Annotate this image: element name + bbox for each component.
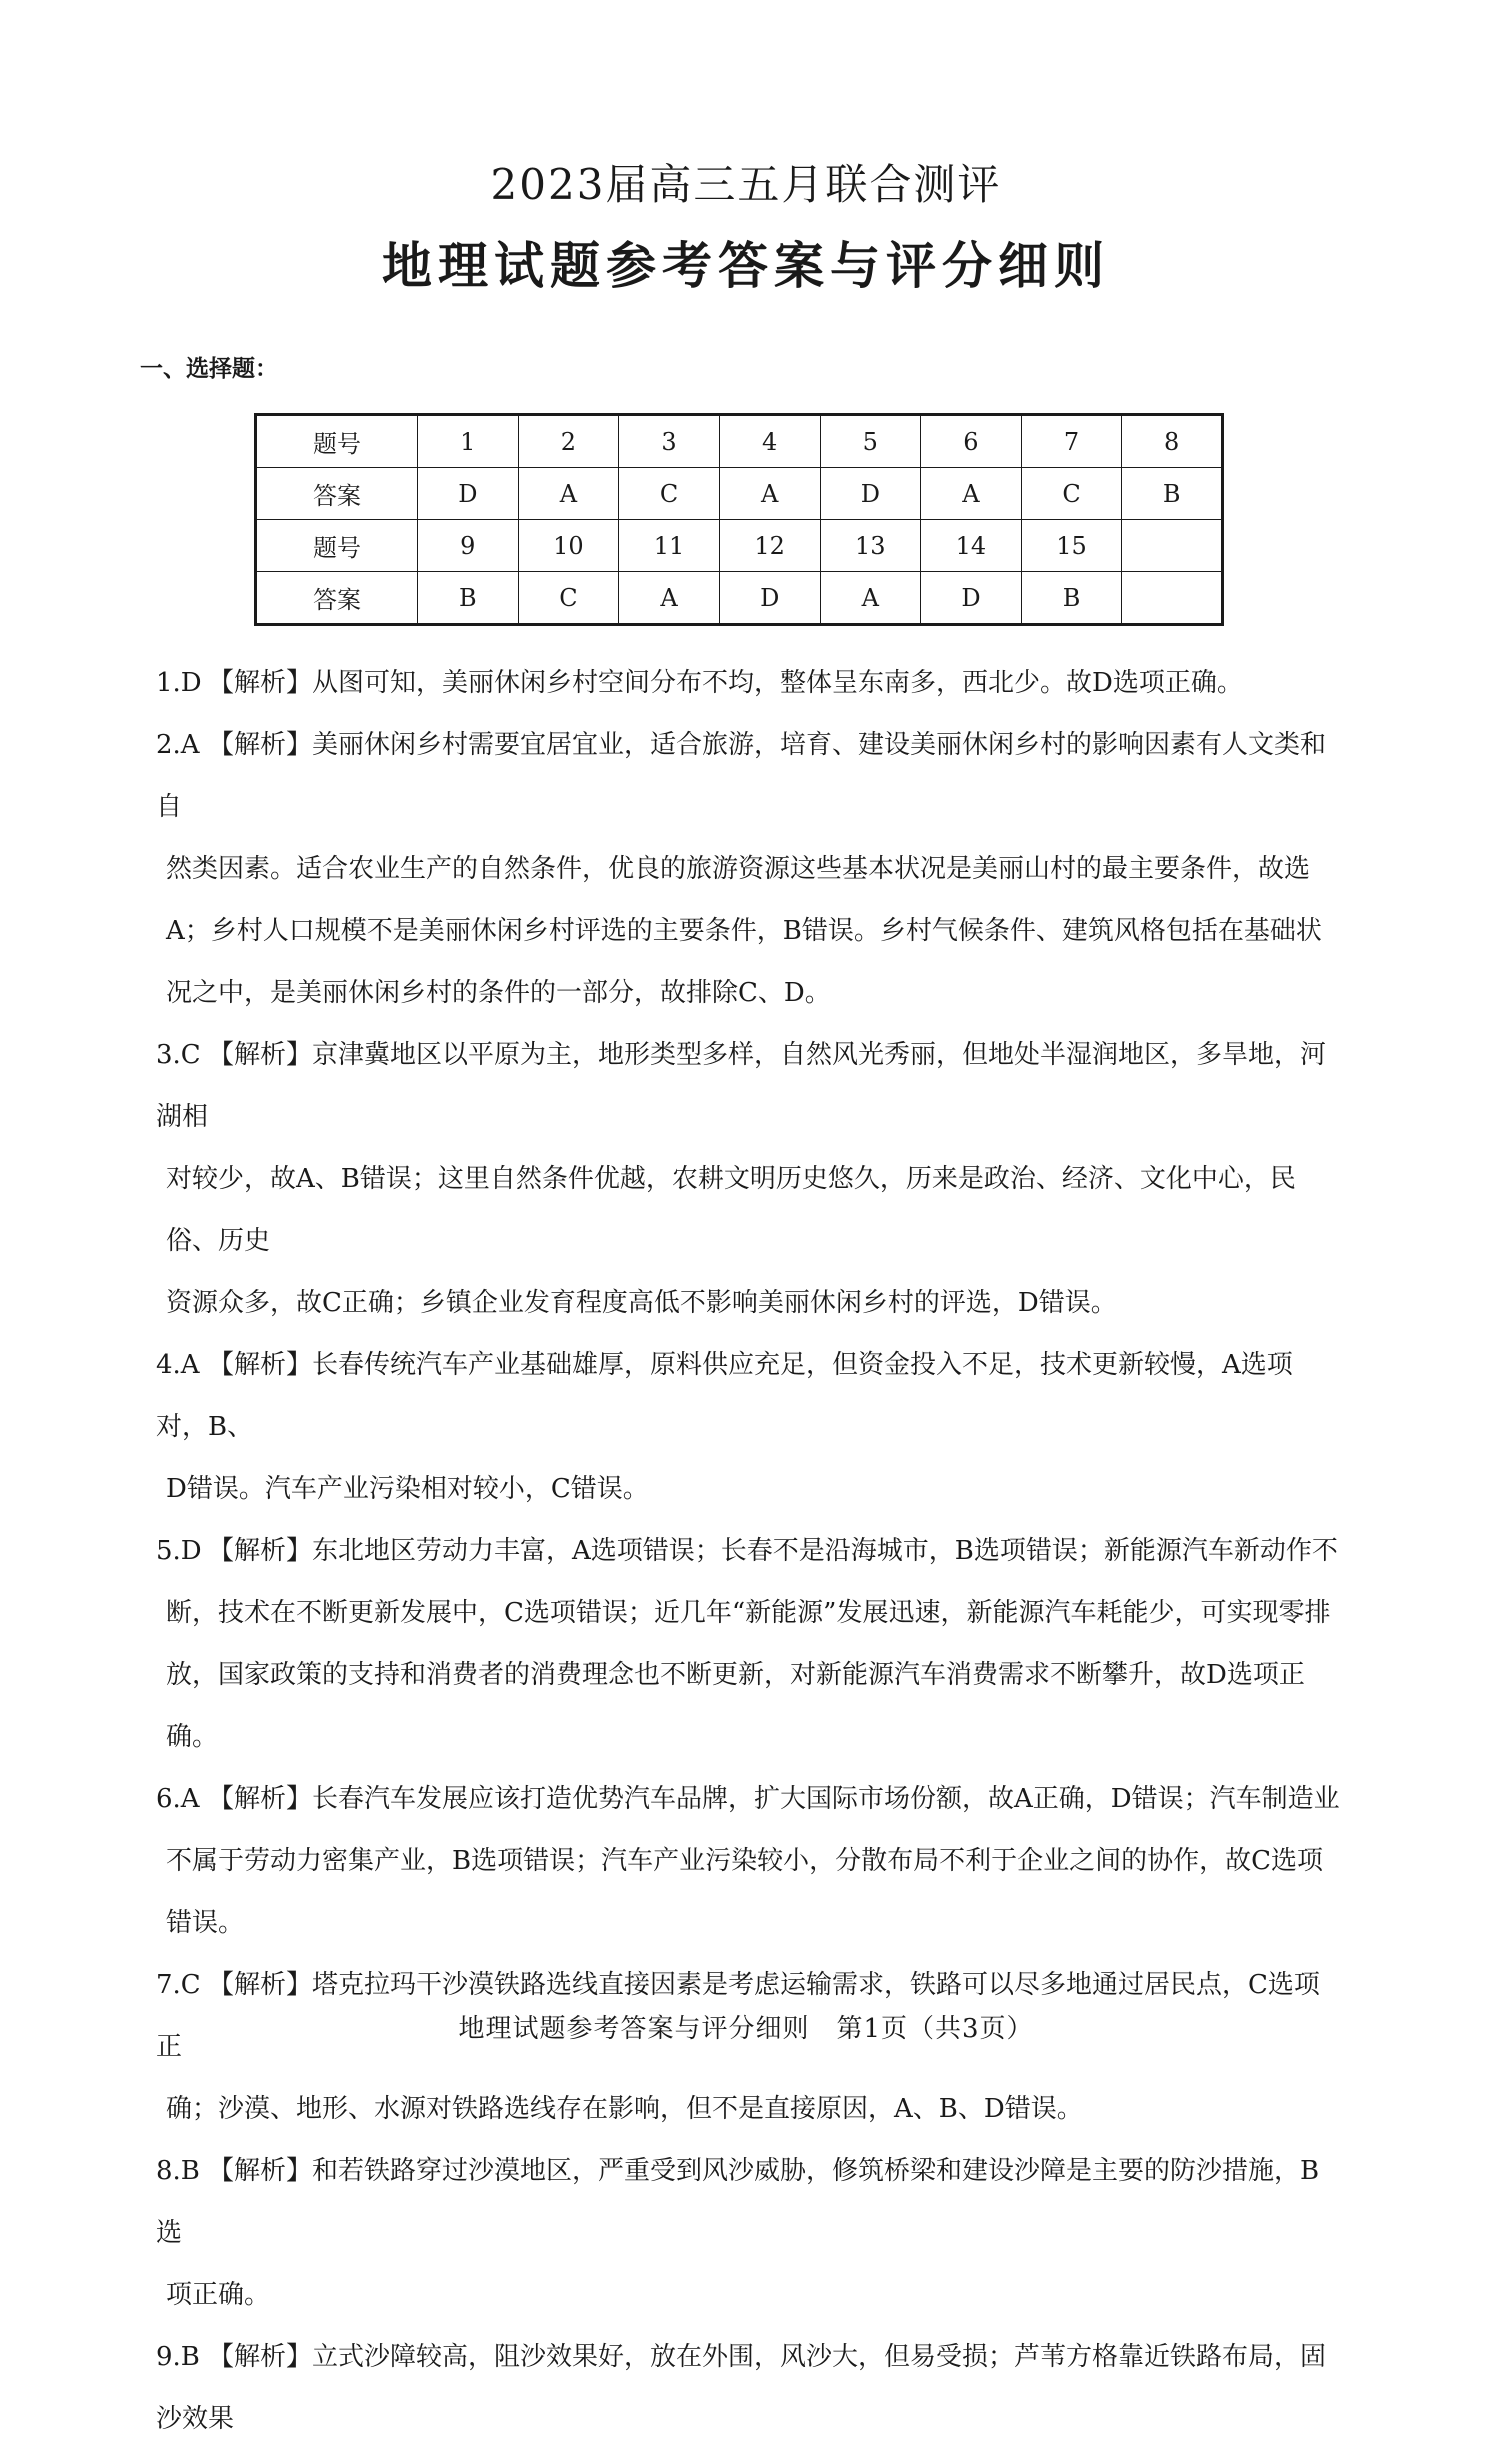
question-number: 8.B (156, 2156, 200, 2186)
table-cell: 15 (1021, 520, 1122, 572)
explanation-item (156, 1954, 1340, 2140)
explanation-text: 和若铁路穿过沙漠地区，严重受到风沙威胁，修筑桥梁和建设沙障是主要的防沙措施，B选 (156, 2156, 1320, 2248)
table-cell: 14 (921, 520, 1022, 572)
explanation-text: D错误。汽车产业污染相对较小，C错误。 (166, 1474, 649, 1504)
explanation-text: 立式沙障较高，阻沙效果好，放在外围，风沙大，但易受损；芦苇方格靠近铁路布局，固沙效果 (156, 2342, 1327, 2434)
question-number: 2.A (156, 730, 200, 760)
explanation-item (156, 1520, 1340, 1768)
table-row (256, 572, 1223, 625)
explanation-text: 确；沙漠、地形、水源对铁路选线存在影响，但不是直接原因，A、B、D错误。 (166, 2094, 1083, 2124)
explanation-text: 对较少，故A、B错误；这里自然条件优越，农耕文明历史悠久，历来是政治、经济、文化中心，民俗、历史 (166, 1164, 1296, 1256)
analysis-tag: 【解析】 (208, 1784, 313, 1814)
table-cell: B (1021, 572, 1122, 625)
analysis-tag: 【解析】 (208, 2342, 313, 2372)
table-cell: B (1122, 468, 1223, 520)
table-cell: C (518, 572, 619, 625)
table-cell: B (418, 572, 519, 625)
explanation-text: 长春传统汽车产业基础雄厚，原料供应充足，但资金投入不足，技术更新较慢，A选项对，B、 (156, 1350, 1293, 1442)
explanation-text: 然类因素。适合农业生产的自然条件，优良的旅游资源这些基本状况是美丽山村的最主要条件，故选 (166, 854, 1311, 884)
explanation-text: 放，国家政策的支持和消费者的消费理念也不断更新，对新能源汽车消费需求不断攀升，故D选项正 (166, 1660, 1305, 1690)
table-cell: 7 (1021, 415, 1122, 468)
table-cell: 11 (619, 520, 720, 572)
explanation-item (156, 1024, 1340, 1334)
table-cell: 12 (719, 520, 820, 572)
table-row (256, 468, 1223, 520)
analysis-tag: 【解析】 (208, 2156, 313, 2186)
explanation-item (156, 714, 1340, 1024)
table-cell: D (921, 572, 1022, 625)
explanation-text: 资源众多，故C正确；乡镇企业发育程度高低不影响美丽休闲乡村的评选，D错误。 (166, 1288, 1117, 1318)
table-row-header: 答案 (256, 468, 418, 520)
explanation-text: 项正确。 (166, 2280, 271, 2310)
table-cell: 3 (619, 415, 720, 468)
table-row-header: 题号 (256, 520, 418, 572)
question-number: 7.C (156, 1970, 201, 2000)
explanation-item (156, 652, 1340, 714)
table-cell: 9 (418, 520, 519, 572)
analysis-tag: 【解析】 (208, 1970, 313, 2000)
document-title: 2023届高三五月联合测评 (490, 160, 1002, 209)
explanation-text: 美丽休闲乡村需要宜居宜业，适合旅游，培育、建设美丽休闲乡村的影响因素有人文类和自 (156, 730, 1327, 822)
table-cell: A (518, 468, 619, 520)
table-cell: A (820, 572, 921, 625)
question-number: 4.A (156, 1350, 200, 1380)
question-number: 6.A (156, 1784, 200, 1814)
explanation-text: 长春汽车发展应该打造优势汽车品牌，扩大国际市场份额，故A正确，D错误；汽车制造业 (312, 1784, 1340, 1814)
explanation-item (156, 1768, 1340, 1954)
table-cell (1122, 572, 1223, 625)
table-cell: D (820, 468, 921, 520)
table-cell: 5 (820, 415, 921, 468)
explanation-text: 京津冀地区以平原为主，地形类型多样，自然风光秀丽，但地处半湿润地区，多旱地，河湖相 (156, 1040, 1327, 1132)
table-cell: D (719, 572, 820, 625)
question-number: 9.B (156, 2342, 200, 2372)
table-cell: 6 (921, 415, 1022, 468)
analysis-tag: 【解析】 (208, 668, 313, 698)
explanation-text: 不属于劳动力密集产业，B选项错误；汽车产业污染较小，分散布局不利于企业之间的协作，故C选项 (166, 1846, 1324, 1876)
table-cell: A (619, 572, 720, 625)
table-cell: 2 (518, 415, 619, 468)
explanation-item (156, 1334, 1340, 1520)
table-cell: A (921, 468, 1022, 520)
explanation-text: 断，技术在不断更新发展中，C选项错误；近几年“新能源”发展迅速，新能源汽车耗能少，可实现零排 (166, 1598, 1331, 1628)
explanation-text: 况之中，是美丽休闲乡村的条件的一部分，故排除C、D。 (166, 978, 831, 1008)
question-number: 3.C (156, 1040, 201, 1070)
explanation-text: 塔克拉玛干沙漠铁路选线直接因素是考虑运输需求，铁路可以尽多地通过居民点，C选项正 (156, 1970, 1320, 2062)
analysis-tag: 【解析】 (208, 1040, 313, 1070)
page-footer: 地理试题参考答案与评分细则 第1页（共3页） (458, 2014, 1034, 2044)
explanation-item (156, 2326, 1340, 2450)
section-heading: 一、选择题： (140, 355, 278, 382)
analysis-tag: 【解析】 (208, 1350, 313, 1380)
table-row-header: 题号 (256, 415, 418, 468)
table-cell: 8 (1122, 415, 1223, 468)
table-row-header: 答案 (256, 572, 418, 625)
document-subtitle: 地理试题参考答案与评分细则 (382, 236, 1110, 295)
table-cell (1122, 520, 1223, 572)
table-cell: C (1021, 468, 1122, 520)
explanation-text: 确。 (166, 1722, 219, 1752)
explanation-text: 从图可知，美丽休闲乡村空间分布不均，整体呈东南多，西北少。故D选项正确。 (312, 668, 1243, 698)
table-cell: 13 (820, 520, 921, 572)
explanation-item (156, 2140, 1340, 2326)
answer-table (254, 413, 1224, 626)
explanation-text: 东北地区劳动力丰富，A选项错误；长春不是沿海城市，B选项错误；新能源汽车新动作不 (312, 1536, 1338, 1566)
table-cell: A (719, 468, 820, 520)
table-cell: C (619, 468, 720, 520)
table-cell: 1 (418, 415, 519, 468)
question-number: 1.D (156, 668, 202, 698)
table-cell: D (418, 468, 519, 520)
analysis-tag: 【解析】 (208, 1536, 313, 1566)
analysis-tag: 【解析】 (208, 730, 313, 760)
table-row (256, 415, 1223, 468)
table-cell: 4 (719, 415, 820, 468)
explanation-text: 错误。 (166, 1908, 245, 1938)
table-cell: 10 (518, 520, 619, 572)
explanation-text: A；乡村人口规模不是美丽休闲乡村评选的主要条件，B错误。乡村气候条件、建筑风格包括在基础状 (166, 916, 1322, 946)
question-number: 5.D (156, 1536, 202, 1566)
explanations (156, 652, 1340, 2450)
table-row (256, 520, 1223, 572)
